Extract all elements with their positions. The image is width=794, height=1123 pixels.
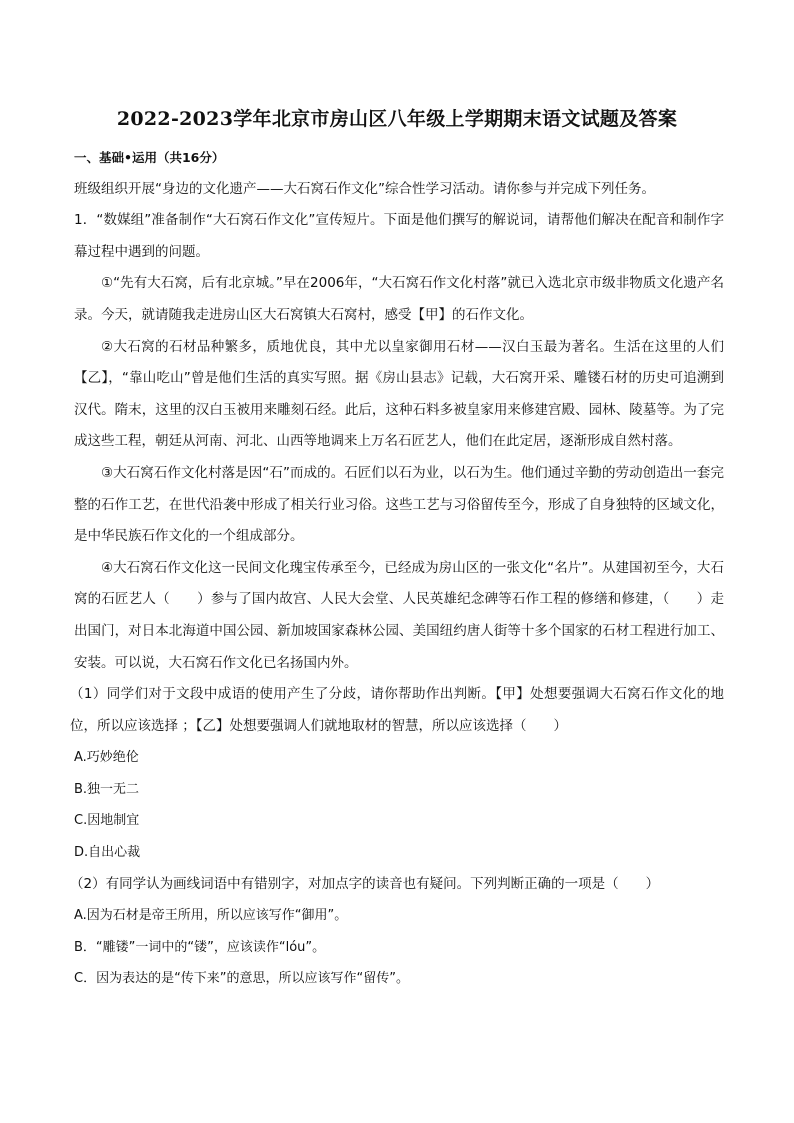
- intro-paragraph: 班级组织开展“身边的文化遗产——大石窝石作文化”综合性学习活动。请你参与并完成下列任务。: [74, 180, 655, 197]
- passage-paragraph-4: ④大石窝石作文化这一民间文化瑰宝传承至今，已经成为房山区的一张文化“名片”。从建国初至今，大石窝的石匠艺人（ ）参与了国内故宫、人民大会堂、人民英雄纪念碑等石作工程的修缮和修建，（ ）走出国门，对日本北海道中国公园、新加坡国家森林公园、美国纽约唐人街等十多个国家的石材工程进行加工、安装。可以说，大石窝石作文化已名扬国内外。: [74, 559, 724, 671]
- option-b: B.独一无二: [74, 781, 140, 797]
- option-2c: C．因为表达的是“传下来”的意思，所以应该写作“留传”。: [74, 971, 410, 987]
- sub-question-1: （1）同学们对于文段中成语的使用产生了分歧，请你帮助作出判断。【甲】处想要强调大石窝石作文化的地位，所以应该选择 ；【乙】处想要强调人们就地取材的智慧，所以应该选择（ ）: [70, 686, 724, 734]
- passage-paragraph-3: ③大石窝石作文化村落是因“石”而成的。石匠们以石为业，以石为生。他们通过辛勤的劳动创造出一套完整的石作工艺，在世代沿袭中形成了相关行业习俗。这些工艺与习俗留传至今，形成了自身独特的区域文化，是中华民族石作文化的一个组成部分。: [74, 464, 724, 545]
- document-title: 2022-2023学年北京市房山区八年级上学期期末语文试题及答案: [116, 108, 678, 130]
- option-2a: A.因为石材是帝王所用，所以应该写作“御用”。: [74, 908, 348, 924]
- section-heading: 一、基础•运用（共16分）: [74, 150, 225, 165]
- option-d: D.自出心裁: [74, 845, 141, 861]
- question-1: 1．“数媒组”准备制作“大石窝石作文化”宣传短片。下面是他们撰写的解说词，请帮他们解决在配音和制作字幕过程中遇到的问题。: [74, 212, 724, 260]
- option-a: A.巧妙绝伦: [74, 750, 139, 766]
- document-body: [70, 142, 724, 995]
- passage-paragraph-2: ②大石窝的石材品种繁多，质地优良，其中尤以皇家御用石材——汉白玉最为著名。生活在这里的人们【乙】，“靠山吃山”曾是他们生活的真实写照。据《房山县志》记载，大石窝开采、雕镂石材的历史可追溯到汉代。隋末，这里的汉白玉被用来雕刻石经。此后，这种石料多被皇家用来修建宫殿、园林、陵墓等。为了完成这些工程，朝廷从河南、河北、山西等地调来上万名石匠艺人，他们在此定居，逐渐形成自然村落。: [74, 338, 724, 450]
- option-2b: B．“雕镂”一词中的“镂”，应该读作“lóu”。: [74, 939, 326, 955]
- passage-paragraph-1: ①“先有大石窝，后有北京城。”早在2006年，“大石窝石作文化村落”就已入选北京市级非物质文化遗产名录。今天，就请随我走进房山区大石窝镇大石窝村，感受【甲】的石作文化。: [74, 275, 724, 323]
- option-c: C.因地制宜: [74, 813, 140, 829]
- sub-question-2: （2）有同学认为画线词语中有错别字，对加点字的读音也有疑问。下列判断正确的一项是（ ）: [70, 875, 660, 892]
